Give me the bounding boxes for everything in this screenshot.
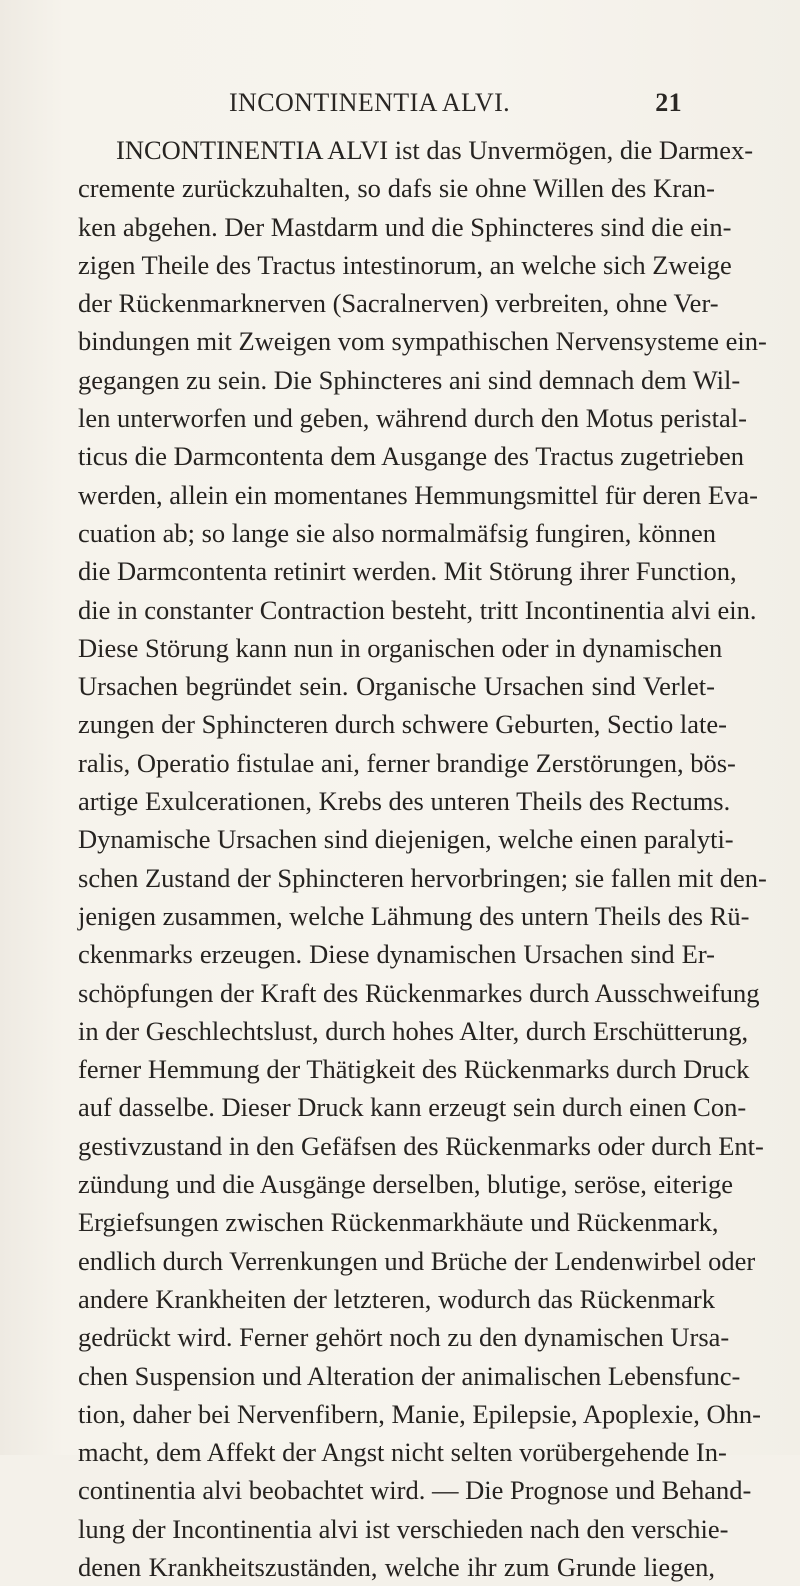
- text-line: jenigen zusammen, welche Lähmung des untern Theils des Rü-: [78, 900, 750, 931]
- text-line: zigen Theile des Tractus intestinorum, an welche sich Zweige: [78, 249, 732, 280]
- text-line: ralis, Operatio fistulae ani, ferner brandige Zerstörungen, bös-: [78, 747, 736, 778]
- running-head: [212, 88, 682, 122]
- text-line: die in constanter Contraction besteht, tritt Incontinentia alvi ein.: [78, 594, 757, 625]
- text-line: ckenmarks erzeugen. Diese dynamischen Ursachen sind Er-: [78, 939, 715, 970]
- text-line: gedrückt wird. Ferner gehört noch zu den dynamischen Ursa-: [78, 1322, 730, 1353]
- text-line: cuation ab; so lange sie also normalmäfsig fungiren, können: [78, 517, 717, 548]
- running-head-title: INCONTINENTIA ALVI.: [229, 88, 511, 117]
- text-line: Dynamische Ursachen sind diejenigen, welche einen paralyti-: [78, 824, 734, 855]
- text-line: continentia alvi beobachtet wird. — Die Prognose und Behand-: [78, 1475, 752, 1506]
- text-line: macht, dem Affekt der Angst nicht selten vorübergehende In-: [78, 1437, 727, 1468]
- text-line: Ursachen begründet sein. Organische Ursachen sind Verlet-: [78, 671, 715, 702]
- text-line: ken abgehen. Der Mastdarm und die Sphincteres sind die ein-: [78, 211, 732, 242]
- text-line: andere Krankheiten der letzteren, wodurch das Rückenmark: [78, 1283, 715, 1314]
- text-line: Ergiefsungen zwischen Rückenmarkhäute und Rückenmark,: [78, 1207, 719, 1238]
- text-line: schöpfungen der Kraft des Rückenmarkes durch Ausschweifung: [78, 977, 760, 1008]
- text-line: ferner Hemmung der Thätigkeit des Rückenmarks durch Druck: [78, 1054, 750, 1085]
- text-line: gestivzustand in den Gefäfsen des Rückenmarks oder durch Ent-: [78, 1130, 764, 1161]
- page-number: 21: [655, 88, 682, 117]
- text-line: auf dasselbe. Dieser Druck kann erzeugt sein durch einen Con-: [78, 1092, 747, 1123]
- text-line: die Darmcontenta retinirt werden. Mit Störung ihrer Function,: [78, 556, 737, 587]
- text-line: zündung und die Ausgänge derselben, blutige, seröse, eiterige: [78, 1169, 733, 1200]
- text-line: endlich durch Verrenkungen und Brüche der Lendenwirbel oder: [78, 1245, 756, 1276]
- text-line: cremente zurückzuhalten, so dafs sie ohne Willen des Kran-: [78, 173, 715, 204]
- text-line: chen Suspension und Alteration der animalischen Lebensfunc-: [78, 1360, 741, 1391]
- text-line: in der Geschlechtslust, durch hohes Alter, durch Erschütterung,: [78, 1015, 749, 1046]
- text-line: artige Exulcerationen, Krebs des unteren Theils des Rectums.: [78, 786, 731, 817]
- text-line: tion, daher bei Nervenfibern, Manie, Epilepsie, Apoplexie, Ohn-: [78, 1398, 761, 1429]
- text-line: Diese Störung kann nun in organischen oder in dynamischen: [78, 632, 723, 663]
- text-line: werden, allein ein momentanes Hemmungsmittel für deren Eva-: [78, 479, 758, 510]
- body-text: [78, 131, 767, 1586]
- text-line: INCONTINENTIA ALVI ist das Unvermögen, die Darmex-: [116, 135, 754, 165]
- text-line: schen Zustand der Sphincteren hervorbringen; sie fallen mit den-: [78, 862, 767, 893]
- text-line: len unterworfen und geben, während durch den Motus peristal-: [78, 403, 747, 434]
- text-line: denen Krankheitszuständen, welche ihr zum Grunde liegen,: [78, 1551, 715, 1582]
- text-line: der Rückenmarknerven (Sacralnerven) verbreiten, ohne Ver-: [78, 288, 719, 319]
- text-line: ticus die Darmcontenta dem Ausgange des Tractus zugetrieben: [78, 441, 745, 472]
- text-line: lung der Incontinentia alvi ist verschieden nach den verschie-: [78, 1513, 729, 1544]
- text-line: gegangen zu sein. Die Sphincteres ani sind demnach dem Wil-: [78, 364, 741, 395]
- text-line: zungen der Sphincteren durch schwere Geburten, Sectio late-: [78, 709, 727, 740]
- text-line: bindungen mit Zweigen vom sympathischen Nervensysteme ein-: [78, 326, 767, 357]
